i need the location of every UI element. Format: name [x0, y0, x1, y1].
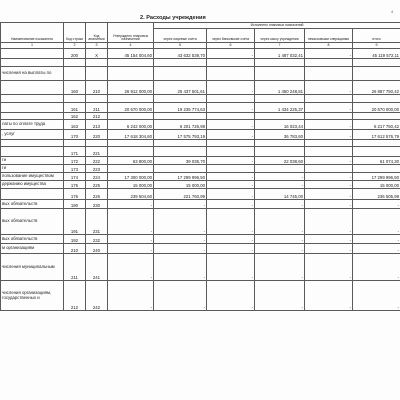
- row-line-code: 212: [64, 281, 86, 311]
- row-name: ги: [1, 165, 64, 173]
- row-cash: 36 783,60: [255, 130, 305, 140]
- row-personal-accounts: 17 575 793,19: [154, 130, 207, 140]
- row-name: держанию имущества: [1, 181, 64, 189]
- header-executed-group: Исполнено плановых назначений: [154, 23, 400, 29]
- table-row: [1, 181, 400, 189]
- row-class-code: 240: [86, 244, 108, 254]
- row-approved: [108, 140, 154, 147]
- row-noncash: -: [305, 200, 353, 209]
- row-noncash: -: [305, 254, 353, 281]
- row-line-code: 176: [64, 189, 86, 200]
- row-bank-accounts: [207, 113, 255, 120]
- row-cash: [255, 140, 305, 147]
- table-row: [1, 157, 400, 165]
- row-personal-accounts: [154, 59, 207, 67]
- row-approved: [108, 165, 154, 173]
- row-bank-accounts: [207, 95, 255, 103]
- col-index: 4: [108, 43, 154, 49]
- table-row: [1, 173, 400, 181]
- row-class-code: 231: [86, 209, 108, 235]
- row-total: -: [353, 235, 400, 244]
- row-bank-accounts: -: [207, 244, 255, 254]
- row-cash: -: [255, 244, 305, 254]
- table-row: [1, 281, 400, 311]
- row-name: числения организациям, государственных и: [1, 281, 64, 311]
- row-personal-accounts: -: [154, 244, 207, 254]
- row-class-code: 220: [86, 130, 108, 140]
- row-approved: [108, 147, 154, 157]
- row-bank-accounts: -: [207, 209, 255, 235]
- row-bank-accounts: -: [207, 181, 255, 189]
- row-line-code: [64, 67, 86, 81]
- table-row: [1, 189, 400, 200]
- row-class-code: [86, 140, 108, 147]
- row-total: 15 000,00: [353, 181, 400, 189]
- row-approved: -: [108, 200, 154, 209]
- row-approved: 6 242 000,00: [108, 120, 154, 130]
- row-total: -: [353, 254, 400, 281]
- row-noncash: [305, 165, 353, 173]
- row-noncash: -: [305, 281, 353, 311]
- row-total: -: [353, 200, 400, 209]
- row-approved: 17 618 304,60: [108, 130, 154, 140]
- row-bank-accounts: -: [207, 189, 255, 200]
- row-total: [353, 113, 400, 120]
- row-cash: [255, 59, 305, 67]
- row-class-code: 221: [86, 147, 108, 157]
- row-line-code: 171: [64, 147, 86, 157]
- row-personal-accounts: [154, 165, 207, 173]
- row-total: 17 612 576,79: [353, 130, 400, 140]
- row-name: латы по оплате труда: [1, 120, 64, 130]
- row-class-code: 210: [86, 81, 108, 95]
- row-personal-accounts: [154, 147, 207, 157]
- row-noncash: -: [305, 157, 353, 165]
- row-cash: -: [255, 173, 305, 181]
- row-cash: -: [255, 254, 305, 281]
- col-index: 2: [64, 43, 86, 49]
- row-bank-accounts: -: [207, 281, 255, 311]
- row-approved: 239 504,60: [108, 189, 154, 200]
- row-line-code: 162: [64, 113, 86, 120]
- row-name: м организациям: [1, 244, 64, 254]
- row-name: [1, 103, 64, 113]
- col-index: 9: [353, 43, 400, 49]
- row-approved: 26 912 000,00: [108, 81, 154, 95]
- row-noncash: -: [305, 244, 353, 254]
- row-cash: -: [255, 200, 305, 209]
- header-name: Наименование показателя: [1, 23, 64, 43]
- header-noncash: некассовыми операциями: [305, 29, 353, 43]
- row-cash: 1 450 248,81: [255, 81, 305, 95]
- row-personal-accounts: 43 632 539,70: [154, 49, 207, 59]
- row-line-code: 192: [64, 235, 86, 244]
- row-line-code: 174: [64, 173, 86, 181]
- row-bank-accounts: -: [207, 120, 255, 130]
- row-bank-accounts: [207, 165, 255, 173]
- row-line-code: 170: [64, 130, 86, 140]
- row-line-code: 163: [64, 120, 86, 130]
- row-personal-accounts: 19 235 774,63: [154, 103, 207, 113]
- row-bank-accounts: -: [207, 49, 255, 59]
- row-class-code: [86, 67, 108, 81]
- row-line-code: 200: [64, 49, 86, 59]
- row-class-code: 211: [86, 103, 108, 113]
- row-total: 45 119 572,11: [353, 49, 400, 59]
- row-approved: [108, 67, 154, 81]
- row-cash: [255, 165, 305, 173]
- table-row: [1, 244, 400, 254]
- header-personal-accounts: через лицевые счета: [154, 29, 207, 43]
- row-total: [353, 95, 400, 103]
- row-bank-accounts: [207, 67, 255, 81]
- row-personal-accounts: [154, 67, 207, 81]
- row-name: [1, 189, 64, 200]
- row-noncash: [305, 147, 353, 157]
- row-personal-accounts: [154, 95, 207, 103]
- row-noncash: [305, 59, 353, 67]
- table-row: [1, 209, 400, 235]
- row-noncash: [305, 113, 353, 120]
- row-cash: 16 023,44: [255, 120, 305, 130]
- row-personal-accounts: 6 201 726,98: [154, 120, 207, 130]
- row-noncash: [305, 95, 353, 103]
- row-class-code: X: [86, 49, 108, 59]
- header-bank-accounts: через банковские счета: [207, 29, 255, 43]
- row-cash: 1 487 032,41: [255, 49, 305, 59]
- row-name: [1, 140, 64, 147]
- row-personal-accounts: 25 437 501,61: [154, 81, 207, 95]
- row-personal-accounts: [154, 113, 207, 120]
- table-row: [1, 113, 400, 120]
- row-noncash: -: [305, 49, 353, 59]
- row-approved: 17 300 000,00: [108, 173, 154, 181]
- expenses-table: [0, 22, 400, 311]
- row-total: -: [353, 281, 400, 311]
- row-total: [353, 147, 400, 157]
- row-line-code: 191: [64, 209, 86, 235]
- table-row: [1, 130, 400, 140]
- header-approved: Утверждено плановых назначений: [108, 23, 154, 43]
- row-line-code: 175: [64, 181, 86, 189]
- row-bank-accounts: [207, 147, 255, 157]
- row-class-code: 232: [86, 235, 108, 244]
- row-name: [1, 49, 64, 59]
- row-total: 6 217 750,42: [353, 120, 400, 130]
- row-class-code: 230: [86, 200, 108, 209]
- row-line-code: [64, 59, 86, 67]
- row-noncash: [305, 140, 353, 147]
- row-cash: -: [255, 281, 305, 311]
- row-cash: 22 038,60: [255, 157, 305, 165]
- table-row: [1, 147, 400, 157]
- row-line-code: 173: [64, 165, 86, 173]
- row-approved: -: [108, 209, 154, 235]
- row-cash: -: [255, 181, 305, 189]
- row-noncash: [305, 67, 353, 81]
- row-line-code: 211: [64, 254, 86, 281]
- col-index: 1: [1, 43, 64, 49]
- row-cash: 14 745,00: [255, 189, 305, 200]
- table-row: [1, 95, 400, 103]
- row-line-code: 161: [64, 103, 86, 113]
- row-class-code: [86, 95, 108, 103]
- row-approved: 45 154 004,60: [108, 49, 154, 59]
- row-bank-accounts: -: [207, 173, 255, 181]
- row-noncash: -: [305, 103, 353, 113]
- row-name: [1, 147, 64, 157]
- col-index: 3: [86, 43, 108, 49]
- row-personal-accounts: [154, 140, 207, 147]
- row-bank-accounts: [207, 59, 255, 67]
- row-name: вых обязательств: [1, 235, 64, 244]
- table-row: [1, 165, 400, 173]
- row-personal-accounts: -: [154, 235, 207, 244]
- row-name: [1, 81, 64, 95]
- row-approved: 63 800,00: [108, 157, 154, 165]
- row-bank-accounts: -: [207, 254, 255, 281]
- row-total: -: [353, 209, 400, 235]
- table-row: [1, 140, 400, 147]
- col-index: 6: [207, 43, 255, 49]
- row-class-code: 241: [86, 254, 108, 281]
- row-line-code: 190: [64, 200, 86, 209]
- row-total: [353, 67, 400, 81]
- row-total: 26 887 750,42: [353, 81, 400, 95]
- row-total: [353, 140, 400, 147]
- row-name: ги: [1, 157, 64, 165]
- row-approved: [108, 113, 154, 120]
- row-name: числения на выплаты по: [1, 67, 64, 81]
- row-bank-accounts: -: [207, 81, 255, 95]
- table-row: [1, 200, 400, 209]
- table-row: [1, 67, 400, 81]
- row-bank-accounts: -: [207, 235, 255, 244]
- row-noncash: -: [305, 130, 353, 140]
- row-name: числения муниципальным: [1, 254, 64, 281]
- table-row: [1, 235, 400, 244]
- col-index: 7: [255, 43, 305, 49]
- row-cash: -: [255, 209, 305, 235]
- row-noncash: -: [305, 235, 353, 244]
- table-row: [1, 49, 400, 59]
- row-cash: [255, 95, 305, 103]
- row-total: [353, 165, 400, 173]
- row-class-code: 242: [86, 281, 108, 311]
- col-index: 5: [154, 43, 207, 49]
- table-row: [1, 254, 400, 281]
- row-personal-accounts: -: [154, 200, 207, 209]
- row-total: 236 505,99: [353, 189, 400, 200]
- row-cash: [255, 147, 305, 157]
- row-noncash: -: [305, 189, 353, 200]
- row-bank-accounts: [207, 140, 255, 147]
- row-line-code: 160: [64, 81, 86, 95]
- row-class-code: 212: [86, 113, 108, 120]
- row-cash: -: [255, 235, 305, 244]
- row-line-code: 210: [64, 244, 86, 254]
- row-noncash: -: [305, 81, 353, 95]
- row-name: [1, 59, 64, 67]
- row-approved: 20 670 000,00: [108, 103, 154, 113]
- section-title: 2. Расходы учреждения: [140, 15, 206, 21]
- header-class-code: Код аналитики: [86, 23, 108, 43]
- row-noncash: -: [305, 209, 353, 235]
- row-name: пользование имуществом: [1, 173, 64, 181]
- header-line-code: Код строки: [64, 23, 86, 43]
- row-line-code: 172: [64, 157, 86, 165]
- row-total: 17 299 996,50: [353, 173, 400, 181]
- row-noncash: -: [305, 173, 353, 181]
- row-bank-accounts: -: [207, 200, 255, 209]
- row-personal-accounts: 221 760,99: [154, 189, 207, 200]
- row-class-code: 226: [86, 189, 108, 200]
- row-name: вых обязательств: [1, 209, 64, 235]
- row-personal-accounts: -: [154, 281, 207, 311]
- row-total: 61 074,30: [353, 157, 400, 165]
- row-approved: [108, 95, 154, 103]
- header-cash: через кассу учреждения: [255, 29, 305, 43]
- row-name: [1, 113, 64, 120]
- row-personal-accounts: -: [154, 209, 207, 235]
- row-bank-accounts: -: [207, 103, 255, 113]
- table-row: [1, 103, 400, 113]
- row-approved: -: [108, 235, 154, 244]
- row-personal-accounts: 39 035,70: [154, 157, 207, 165]
- row-cash: [255, 67, 305, 81]
- row-bank-accounts: -: [207, 157, 255, 165]
- row-total: -: [353, 244, 400, 254]
- row-line-code: [64, 140, 86, 147]
- row-name: [1, 95, 64, 103]
- page-corner-number: 4: [391, 9, 394, 14]
- header-total: итого: [353, 29, 400, 43]
- row-class-code: 225: [86, 181, 108, 189]
- row-name: вых обязательств: [1, 200, 64, 209]
- col-index: 8: [305, 43, 353, 49]
- row-line-code: [64, 95, 86, 103]
- row-personal-accounts: -: [154, 254, 207, 281]
- table-row: [1, 81, 400, 95]
- row-class-code: 223: [86, 165, 108, 173]
- row-cash: 1 434 225,37: [255, 103, 305, 113]
- table-row: [1, 120, 400, 130]
- row-bank-accounts: -: [207, 130, 255, 140]
- row-personal-accounts: 15 000,00: [154, 181, 207, 189]
- row-approved: -: [108, 244, 154, 254]
- row-approved: -: [108, 254, 154, 281]
- row-total: 20 670 000,00: [353, 103, 400, 113]
- row-noncash: -: [305, 120, 353, 130]
- row-approved: 15 000,00: [108, 181, 154, 189]
- row-class-code: 222: [86, 157, 108, 165]
- row-class-code: [86, 59, 108, 67]
- table-row: [1, 59, 400, 67]
- row-class-code: 224: [86, 173, 108, 181]
- row-noncash: -: [305, 181, 353, 189]
- row-approved: [108, 59, 154, 67]
- row-class-code: 213: [86, 120, 108, 130]
- row-personal-accounts: 17 299 996,50: [154, 173, 207, 181]
- row-cash: [255, 113, 305, 120]
- row-total: [353, 59, 400, 67]
- row-approved: -: [108, 281, 154, 311]
- row-name: , услуг: [1, 130, 64, 140]
